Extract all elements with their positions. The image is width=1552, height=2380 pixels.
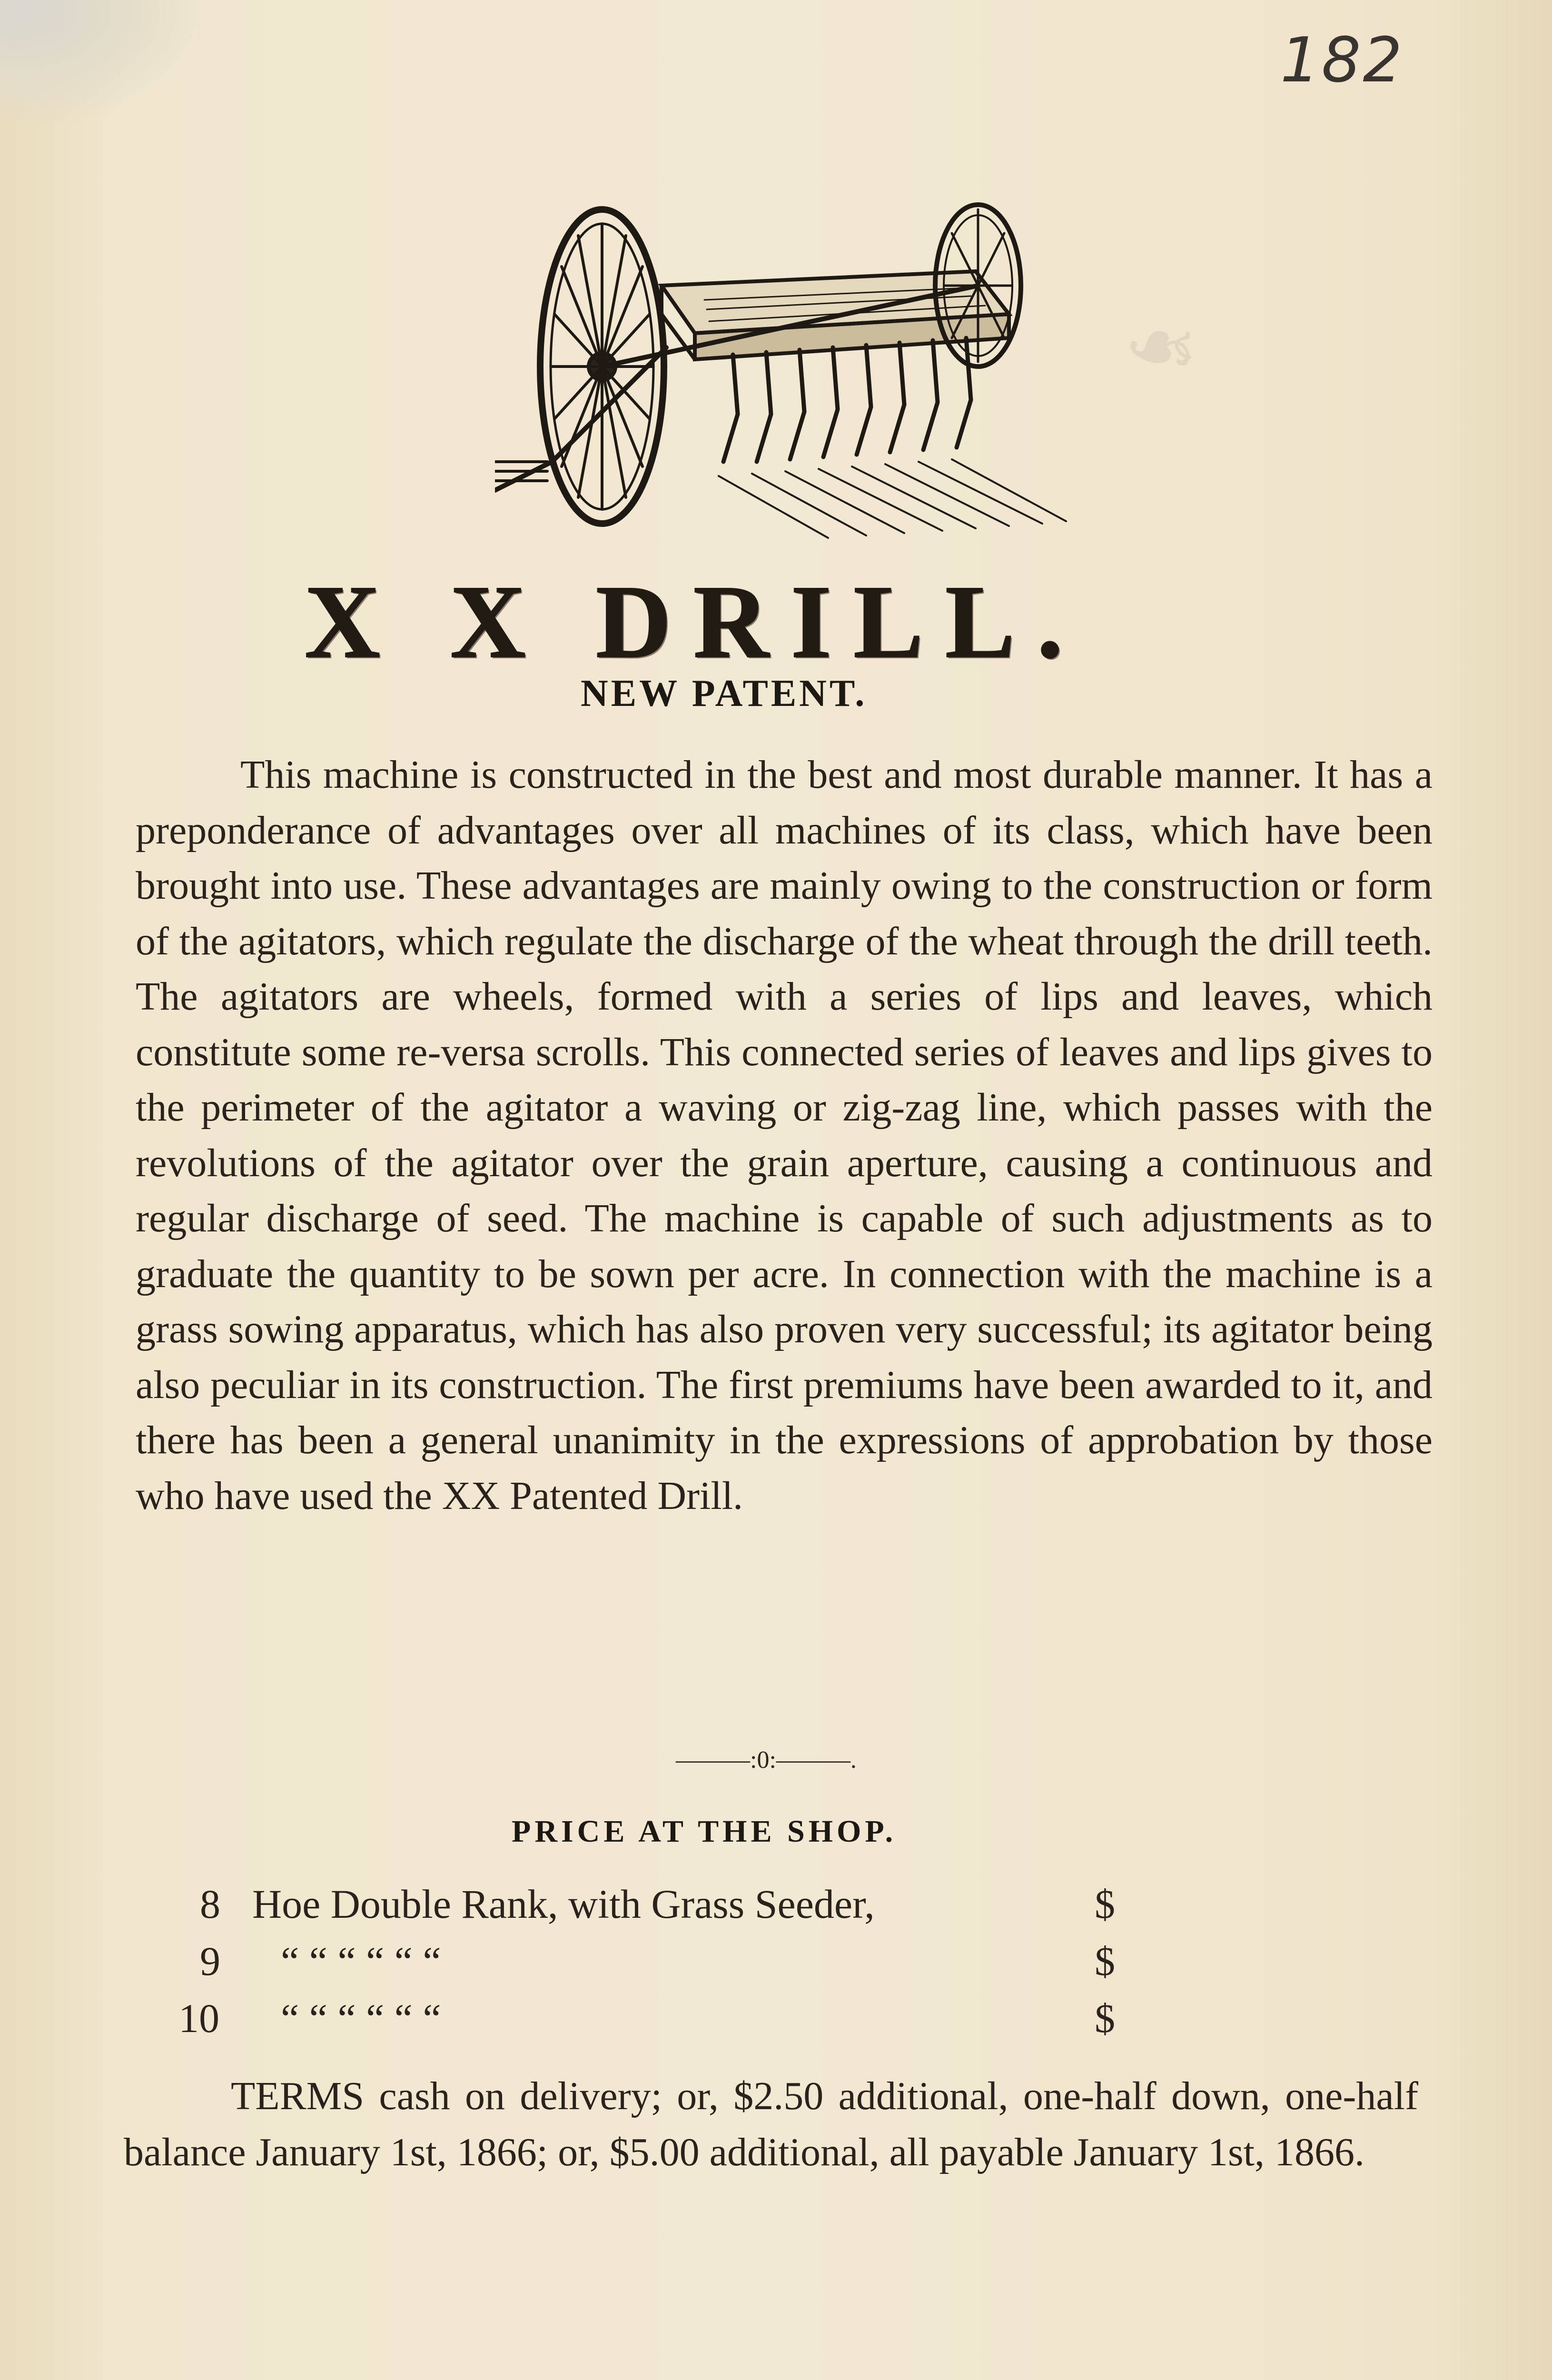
page-subtitle: NEW PATENT. xyxy=(581,673,868,714)
price-row-description: Hoe Double Rank, with Grass Seeder, xyxy=(252,1881,875,1927)
section-divider: ———:0:———. xyxy=(676,1746,857,1774)
page-title: X X DRILL. xyxy=(305,564,1085,680)
price-row-currency: $ xyxy=(1095,1938,1115,1984)
terms-paragraph: TERMS cash on delivery; or, $2.50 additional, one-half down, one-half balance January 1st, 1866; or, $5.00 additional, all payable January 1st, 1866. xyxy=(124,2074,1418,2174)
paper-stain xyxy=(0,0,200,124)
price-row-count: 10 xyxy=(178,1995,219,2041)
seed-drill-illustration xyxy=(495,195,1076,557)
description-paragraph: This machine is constructed in the best and most durable manner. It has a preponderance of advantages over all machines of its class, which have been brought into use. These advantages are mainly owing to the construction or form of the agitators, which regulate the discharge of the wheat through the drill teeth. The agitators are wheels, formed with a series of lips and leaves, which constitute some re-versa scrolls. This connected series of leaves and lips gives to the perimeter of the agitator a waving or zig-zag line, which passes with the revolutions of the agitator over the grain aperture, causing a continuous and regular discharge of seed. The machine is capable of such adjustments as to graduate the quantity to be sown per acre. In connection with the machine is a grass sowing apparatus, which has also proven very successful; its agitator being also peculiar in its construction. The first premiums have been awarded to it, and there has been a general unanimity in the expressions of approbation by those who have used the XX Patented Drill. xyxy=(136,753,1433,1518)
show-through-mark: ❧ xyxy=(1116,294,1206,404)
price-row-count: 8 xyxy=(200,1881,220,1927)
price-row-count: 9 xyxy=(200,1938,220,1984)
price-row-currency: $ xyxy=(1095,1995,1115,2041)
handwritten-page-number: 182 xyxy=(1280,24,1404,96)
price-row-description: “ “ “ “ “ “ xyxy=(281,1995,441,2041)
price-row-description: “ “ “ “ “ “ xyxy=(281,1938,441,1984)
price-row-currency: $ xyxy=(1095,1881,1115,1927)
price-heading: PRICE AT THE SHOP. xyxy=(512,1814,897,1849)
